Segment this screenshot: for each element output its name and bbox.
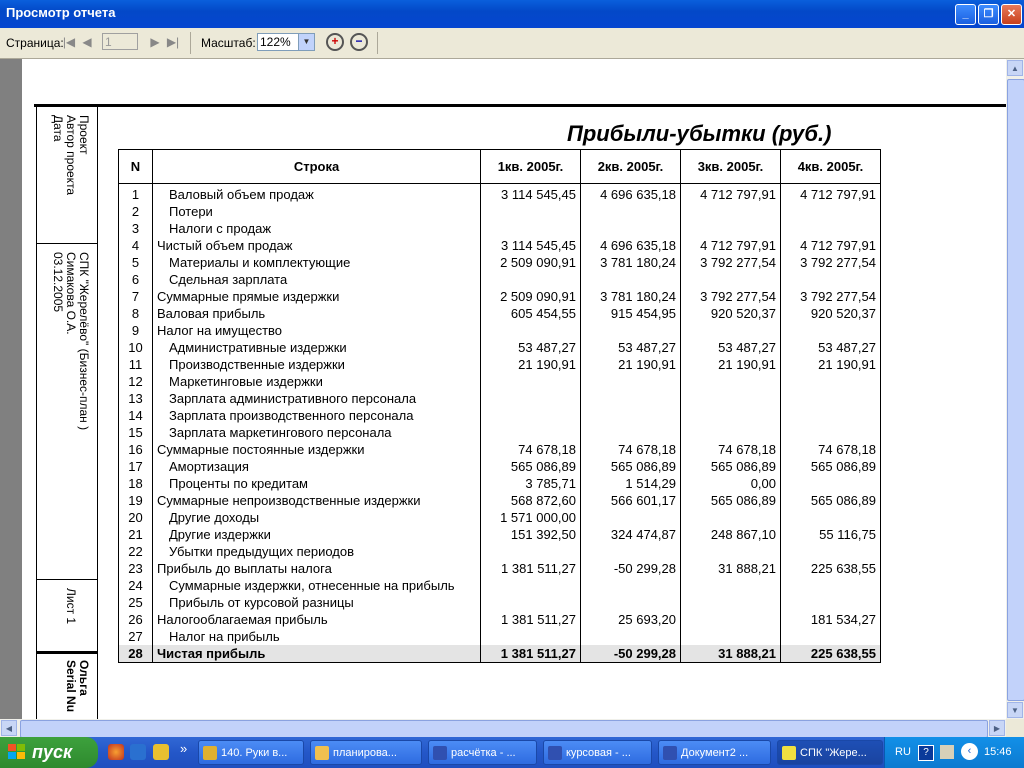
row-label: Другие доходы — [153, 509, 481, 526]
table-row — [119, 271, 881, 288]
row-label: Прибыль до выплаты налога — [153, 560, 481, 577]
row-label: Налоги с продаж — [153, 220, 481, 237]
table-row — [119, 288, 881, 305]
q2-value: 21 190,91 — [581, 356, 681, 373]
taskbar-button[interactable] — [543, 740, 652, 765]
q3-value — [681, 407, 781, 424]
row-number: 26 — [119, 611, 153, 628]
row-label: Прибыль от курсовой разницы — [153, 594, 481, 611]
table-row — [119, 220, 881, 237]
row-label: Суммарные непроизводственные издержки — [153, 492, 481, 509]
row-number: 24 — [119, 577, 153, 594]
q1-value — [481, 628, 581, 645]
q1-value: 565 086,89 — [481, 458, 581, 475]
table-row — [119, 458, 881, 475]
clock: 15:46 — [984, 746, 1012, 758]
q4-value — [781, 390, 881, 407]
row-label: Административные издержки — [153, 339, 481, 356]
scroll-corner — [1006, 719, 1024, 737]
table-row — [119, 322, 881, 339]
row-label: Зарплата маркетингового персонала — [153, 424, 481, 441]
table-row — [119, 492, 881, 509]
q4-value: 3 792 277,54 — [781, 288, 881, 305]
q2-value — [581, 577, 681, 594]
row-label: Валовый объем продаж — [153, 184, 481, 204]
q4-value — [781, 577, 881, 594]
zoom-label: Масштаб: — [201, 36, 256, 50]
q2-value: 4 696 635,18 — [581, 237, 681, 254]
row-number: 2 — [119, 203, 153, 220]
taskbar-button[interactable] — [310, 740, 422, 765]
q4-value: 225 638,55 — [781, 560, 881, 577]
zoom-select[interactable] — [257, 33, 315, 51]
q1-value — [481, 543, 581, 560]
row-number: 4 — [119, 237, 153, 254]
row-number: 28 — [119, 645, 153, 663]
table-row — [119, 509, 881, 526]
column-header: 4кв. 2005г. — [781, 150, 881, 184]
q3-value — [681, 373, 781, 390]
q4-value: 565 086,89 — [781, 458, 881, 475]
table-row — [119, 237, 881, 254]
user-name: Ольга — [77, 660, 91, 696]
q2-value: 324 474,87 — [581, 526, 681, 543]
taskbar-app-icon — [782, 746, 796, 760]
taskbar-app-icon — [663, 746, 677, 760]
scroll-down-icon[interactable]: ▼ — [1007, 702, 1023, 718]
q4-value: 4 712 797,91 — [781, 237, 881, 254]
column-header: N — [119, 150, 153, 184]
vertical-scrollbar[interactable] — [1006, 59, 1024, 719]
side-values-cell — [37, 244, 97, 580]
q1-value: 568 872,60 — [481, 492, 581, 509]
profit-loss-table — [118, 149, 881, 663]
row-number: 3 — [119, 220, 153, 237]
q1-value — [481, 373, 581, 390]
prev-page-icon[interactable]: ◀ — [82, 35, 92, 49]
q2-value: -50 299,28 — [581, 560, 681, 577]
scroll-right-icon[interactable]: ▶ — [989, 720, 1005, 736]
row-label: Производственные издержки — [153, 356, 481, 373]
row-number: 21 — [119, 526, 153, 543]
row-number: 10 — [119, 339, 153, 356]
q2-value — [581, 203, 681, 220]
row-number: 18 — [119, 475, 153, 492]
row-label: Другие издержки — [153, 526, 481, 543]
q1-value — [481, 390, 581, 407]
q1-value — [481, 424, 581, 441]
q3-value: 920 520,37 — [681, 305, 781, 322]
q4-value: 74 678,18 — [781, 441, 881, 458]
toolbar-separator — [190, 32, 191, 54]
row-label: Материалы и комплектующие — [153, 254, 481, 271]
side-sheet-cell — [37, 580, 97, 652]
q1-value — [481, 220, 581, 237]
table-row — [119, 339, 881, 356]
chevron-down-icon[interactable]: ▼ — [298, 34, 314, 50]
row-label: Чистый объем продаж — [153, 237, 481, 254]
q1-value: 3 785,71 — [481, 475, 581, 492]
report-title: Прибыли-убытки (руб.) — [567, 121, 832, 146]
taskbar-button[interactable] — [198, 740, 304, 765]
author-value: Симакова О.А. — [64, 252, 78, 335]
table-row — [119, 441, 881, 458]
vertical-scroll-thumb[interactable] — [1007, 79, 1024, 701]
restore-button[interactable]: ❐ — [978, 4, 999, 25]
q3-value: 4 712 797,91 — [681, 184, 781, 204]
q1-value: 605 454,55 — [481, 305, 581, 322]
q2-value — [581, 543, 681, 560]
q4-value — [781, 220, 881, 237]
q4-value — [781, 407, 881, 424]
q1-value — [481, 322, 581, 339]
q3-value: 565 086,89 — [681, 458, 781, 475]
table-row — [119, 184, 881, 204]
q3-value: 21 190,91 — [681, 356, 781, 373]
table-row — [119, 543, 881, 560]
q1-value: 1 381 511,27 — [481, 611, 581, 628]
q4-value — [781, 509, 881, 526]
q2-value: 4 696 635,18 — [581, 184, 681, 204]
q1-value: 1 571 000,00 — [481, 509, 581, 526]
q1-value — [481, 271, 581, 288]
row-number: 9 — [119, 322, 153, 339]
page-top-rule — [34, 104, 1006, 107]
scroll-up-icon[interactable]: ▲ — [1007, 60, 1023, 76]
taskbar-button[interactable] — [428, 740, 537, 765]
toolbar-separator — [377, 32, 378, 54]
q3-value — [681, 322, 781, 339]
taskbar-button[interactable] — [658, 740, 771, 765]
tray-app-icon[interactable] — [940, 745, 954, 759]
tray-expand-icon[interactable]: ‹ — [961, 743, 978, 760]
row-label: Налогооблагаемая прибыль — [153, 611, 481, 628]
table-row — [119, 611, 881, 628]
minimize-button[interactable]: _ — [955, 4, 976, 25]
q4-value — [781, 475, 881, 492]
taskbar-button[interactable] — [777, 740, 883, 765]
q4-value: 3 792 277,54 — [781, 254, 881, 271]
side-labels-cell — [37, 107, 97, 244]
q4-value — [781, 543, 881, 560]
q1-value: 151 392,50 — [481, 526, 581, 543]
table-row — [119, 356, 881, 373]
row-number: 7 — [119, 288, 153, 305]
row-number: 23 — [119, 560, 153, 577]
toolbar — [0, 28, 1024, 59]
table-row — [119, 203, 881, 220]
q3-value — [681, 611, 781, 628]
q4-value: 21 190,91 — [781, 356, 881, 373]
row-number: 1 — [119, 184, 153, 204]
last-page-icon[interactable]: ▶| — [166, 35, 180, 49]
side-user-cell — [37, 652, 97, 719]
row-label: Маркетинговые издержки — [153, 373, 481, 390]
q4-value — [781, 271, 881, 288]
row-label: Суммарные прямые издержки — [153, 288, 481, 305]
q1-value: 1 381 511,27 — [481, 560, 581, 577]
q4-value — [781, 373, 881, 390]
q3-value: 3 792 277,54 — [681, 288, 781, 305]
taskbar-button-label: Документ2 ... — [681, 747, 749, 759]
table-row — [119, 305, 881, 322]
q4-value: 4 712 797,91 — [781, 184, 881, 204]
row-number: 16 — [119, 441, 153, 458]
table-row — [119, 645, 881, 663]
project-label: Проект — [77, 115, 91, 155]
scroll-left-icon[interactable]: ◀ — [1, 720, 17, 736]
row-number: 13 — [119, 390, 153, 407]
q2-value — [581, 628, 681, 645]
row-label: Проценты по кредитам — [153, 475, 481, 492]
q2-value: 566 601,17 — [581, 492, 681, 509]
table-row — [119, 407, 881, 424]
quicklaunch-chevron-icon[interactable]: » — [180, 741, 188, 756]
q3-value: 248 867,10 — [681, 526, 781, 543]
zoom-in-icon[interactable]: + — [326, 33, 344, 51]
taskbar-button-label: курсовая - ... — [566, 747, 631, 759]
table-row — [119, 254, 881, 271]
row-label: Сдельная зарплата — [153, 271, 481, 288]
taskbar-app-icon — [548, 746, 562, 760]
q3-value — [681, 390, 781, 407]
window-title-bar[interactable] — [0, 0, 1024, 28]
first-page-icon[interactable]: |◀ — [62, 35, 76, 49]
row-label: Суммарные издержки, отнесенные на прибыль — [153, 577, 481, 594]
row-label: Зарплата административного персонала — [153, 390, 481, 407]
q2-value: 3 781 180,24 — [581, 288, 681, 305]
q2-value: 74 678,18 — [581, 441, 681, 458]
q2-value: 3 781 180,24 — [581, 254, 681, 271]
q1-value — [481, 577, 581, 594]
q4-value — [781, 322, 881, 339]
horizontal-scrollbar[interactable] — [0, 719, 1006, 737]
row-number: 8 — [119, 305, 153, 322]
system-tray — [884, 737, 1024, 768]
q3-value: 4 712 797,91 — [681, 237, 781, 254]
row-number: 5 — [119, 254, 153, 271]
row-number: 14 — [119, 407, 153, 424]
q3-value — [681, 594, 781, 611]
row-number: 22 — [119, 543, 153, 560]
q2-value — [581, 271, 681, 288]
q2-value — [581, 373, 681, 390]
taskbar-button-label: 140. Руки в... — [221, 747, 288, 759]
row-number: 17 — [119, 458, 153, 475]
start-label: пуск — [32, 742, 73, 762]
q1-value: 2 509 090,91 — [481, 288, 581, 305]
browser-icon[interactable] — [108, 744, 124, 760]
row-label: Убытки предыдущих периодов — [153, 543, 481, 560]
row-number: 19 — [119, 492, 153, 509]
q3-value: 31 888,21 — [681, 560, 781, 577]
q4-value: 920 520,37 — [781, 305, 881, 322]
q2-value: 53 487,27 — [581, 339, 681, 356]
q2-value: -50 299,28 — [581, 645, 681, 663]
q1-value: 3 114 545,45 — [481, 184, 581, 204]
q3-value — [681, 271, 781, 288]
side-info-panel — [36, 107, 98, 719]
language-indicator[interactable]: RU — [895, 746, 911, 758]
taskbar-app-icon — [433, 746, 447, 760]
author-label: Автор проекта — [64, 115, 78, 196]
date-label: Дата — [51, 115, 65, 142]
q2-value — [581, 424, 681, 441]
table-row — [119, 373, 881, 390]
start-button[interactable] — [0, 737, 98, 768]
q2-value — [581, 509, 681, 526]
q3-value — [681, 628, 781, 645]
serial-number: Serial Nu — [64, 660, 78, 713]
q1-value: 53 487,27 — [481, 339, 581, 356]
row-number: 6 — [119, 271, 153, 288]
zoom-out-icon[interactable]: − — [350, 33, 368, 51]
zoom-value: 122% — [260, 35, 291, 49]
table-header-row — [119, 150, 881, 184]
close-button[interactable]: ✕ — [1001, 4, 1022, 25]
next-page-icon[interactable]: ▶ — [150, 35, 160, 49]
table-row — [119, 526, 881, 543]
q3-value: 53 487,27 — [681, 339, 781, 356]
q3-value: 565 086,89 — [681, 492, 781, 509]
date-value: 03.12.2005 — [51, 252, 65, 313]
taskbar-button-label: СПК "Жере... — [800, 747, 867, 759]
taskbar-button-label: планирова... — [333, 747, 397, 759]
quicklaunch-app-icon[interactable] — [153, 744, 169, 760]
q4-value: 565 086,89 — [781, 492, 881, 509]
table-row — [119, 424, 881, 441]
q3-value — [681, 509, 781, 526]
q3-value — [681, 577, 781, 594]
column-header: 3кв. 2005г. — [681, 150, 781, 184]
q2-value — [581, 322, 681, 339]
q2-value: 915 454,95 — [581, 305, 681, 322]
column-header: 2кв. 2005г. — [581, 150, 681, 184]
table-row — [119, 594, 881, 611]
table-row — [119, 390, 881, 407]
q1-value — [481, 594, 581, 611]
row-number: 25 — [119, 594, 153, 611]
q2-value — [581, 407, 681, 424]
row-label: Налог на имущество — [153, 322, 481, 339]
q1-value — [481, 203, 581, 220]
q1-value — [481, 407, 581, 424]
q4-value — [781, 424, 881, 441]
q3-value — [681, 543, 781, 560]
row-number: 27 — [119, 628, 153, 645]
help-icon[interactable]: ? — [918, 745, 934, 761]
q2-value — [581, 594, 681, 611]
sheet-label: Лист 1 — [64, 588, 78, 625]
taskbar-button-label: расчётка - ... — [451, 747, 516, 759]
row-label: Амортизация — [153, 458, 481, 475]
column-header: 1кв. 2005г. — [481, 150, 581, 184]
table-row — [119, 475, 881, 492]
row-number: 12 — [119, 373, 153, 390]
q1-value: 3 114 545,45 — [481, 237, 581, 254]
q3-value — [681, 424, 781, 441]
q3-value — [681, 203, 781, 220]
report-viewport[interactable] — [0, 59, 1006, 719]
q3-value: 3 792 277,54 — [681, 254, 781, 271]
table-row — [119, 628, 881, 645]
windows-logo-icon — [8, 744, 26, 761]
page-number-input[interactable]: 1 — [102, 33, 138, 50]
q4-value — [781, 594, 881, 611]
q4-value: 55 116,75 — [781, 526, 881, 543]
q3-value: 74 678,18 — [681, 441, 781, 458]
q4-value: 225 638,55 — [781, 645, 881, 663]
q2-value: 565 086,89 — [581, 458, 681, 475]
page-label: Страница: — [6, 36, 64, 50]
q3-value: 0,00 — [681, 475, 781, 492]
q4-value — [781, 203, 881, 220]
row-label: Налог на прибыль — [153, 628, 481, 645]
q1-value: 21 190,91 — [481, 356, 581, 373]
row-number: 11 — [119, 356, 153, 373]
q3-value: 31 888,21 — [681, 645, 781, 663]
q4-value: 53 487,27 — [781, 339, 881, 356]
column-header: Строка — [153, 150, 481, 184]
row-number: 20 — [119, 509, 153, 526]
window-title: Просмотр отчета — [6, 5, 116, 20]
taskbar-app-icon — [203, 746, 217, 760]
taskbar — [0, 737, 1024, 768]
ie-icon[interactable] — [130, 744, 146, 760]
q2-value — [581, 390, 681, 407]
row-label: Зарплата производственного персонала — [153, 407, 481, 424]
row-label: Суммарные постоянные издержки — [153, 441, 481, 458]
q4-value — [781, 628, 881, 645]
horizontal-scroll-thumb[interactable] — [20, 720, 988, 738]
q1-value: 2 509 090,91 — [481, 254, 581, 271]
q2-value: 1 514,29 — [581, 475, 681, 492]
row-label: Валовая прибыль — [153, 305, 481, 322]
q3-value — [681, 220, 781, 237]
q2-value — [581, 220, 681, 237]
taskbar-app-icon — [315, 746, 329, 760]
table-row — [119, 577, 881, 594]
row-number: 15 — [119, 424, 153, 441]
row-label: Потери — [153, 203, 481, 220]
q2-value: 25 693,20 — [581, 611, 681, 628]
project-value: СПК "Жерелёво" (Бизнес-план ) — [77, 252, 91, 431]
report-page — [22, 59, 1006, 719]
q1-value: 74 678,18 — [481, 441, 581, 458]
table-row — [119, 560, 881, 577]
q1-value: 1 381 511,27 — [481, 645, 581, 663]
row-label: Чистая прибыль — [153, 645, 481, 663]
q4-value: 181 534,27 — [781, 611, 881, 628]
